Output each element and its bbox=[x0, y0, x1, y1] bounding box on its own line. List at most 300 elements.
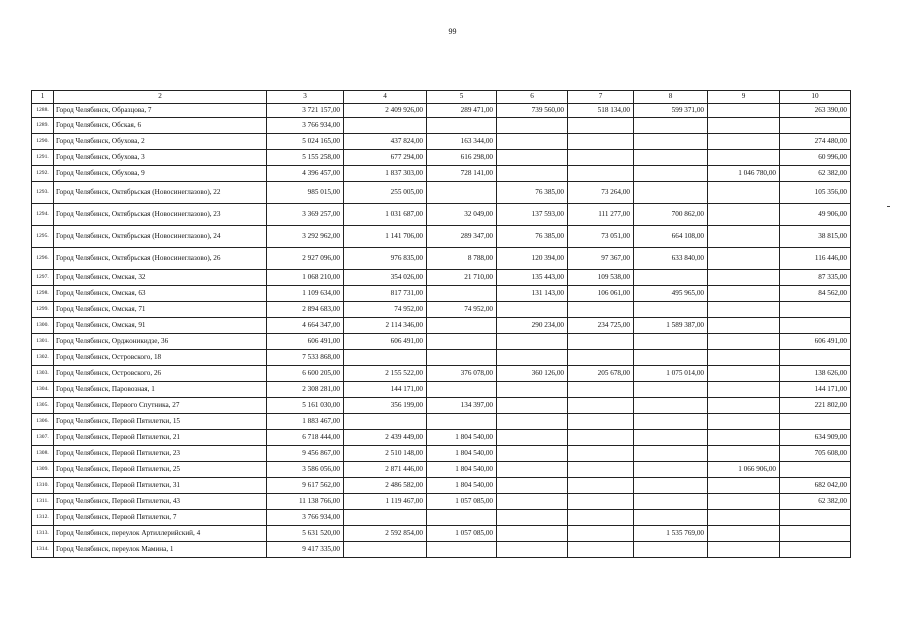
amount-cell-7 bbox=[568, 526, 634, 542]
amount-cell-5: 1 804 540,00 bbox=[427, 462, 497, 478]
amount-cell-10: 60 996,00 bbox=[780, 150, 851, 166]
amount-cell-6 bbox=[497, 166, 568, 182]
amount-cell-7 bbox=[568, 350, 634, 366]
table-row bbox=[32, 446, 851, 462]
table-row bbox=[32, 430, 851, 446]
amount-cell-6 bbox=[497, 302, 568, 318]
header-row bbox=[32, 91, 851, 104]
amount-cell-7 bbox=[568, 398, 634, 414]
table-row bbox=[32, 542, 851, 558]
row-number-cell: 1306. bbox=[32, 414, 54, 430]
amount-cell-8 bbox=[634, 398, 708, 414]
address-cell: Город Челябинск, Омская, 71 bbox=[54, 302, 267, 318]
amount-cell-8 bbox=[634, 494, 708, 510]
amount-cell-7 bbox=[568, 334, 634, 350]
amount-cell-4: 2 439 449,00 bbox=[344, 430, 427, 446]
amount-cell-9 bbox=[708, 204, 780, 226]
amount-cell-8: 700 862,00 bbox=[634, 204, 708, 226]
table-row bbox=[32, 462, 851, 478]
table-row bbox=[32, 318, 851, 334]
amount-cell-4: 1 141 706,00 bbox=[344, 226, 427, 248]
amount-cell-10: 84 562,00 bbox=[780, 286, 851, 302]
amount-cell-10: 49 906,00 bbox=[780, 204, 851, 226]
amount-cell-3: 1 068 210,00 bbox=[267, 270, 344, 286]
row-number-cell: 1298. bbox=[32, 286, 54, 302]
page-number: 99 bbox=[448, 27, 457, 36]
address-cell: Город Челябинск, Октябрьская (Новосинеглазово), 24 bbox=[54, 226, 267, 248]
amount-cell-4: 1 837 303,00 bbox=[344, 166, 427, 182]
amount-cell-7 bbox=[568, 446, 634, 462]
column-header: 6 bbox=[497, 91, 568, 104]
row-number-cell: 1296. bbox=[32, 248, 54, 270]
amount-cell-5: 376 078,00 bbox=[427, 366, 497, 382]
table-row bbox=[32, 398, 851, 414]
amount-cell-6 bbox=[497, 478, 568, 494]
amount-cell-4: 606 491,00 bbox=[344, 334, 427, 350]
amount-cell-4 bbox=[344, 350, 427, 366]
table-row bbox=[32, 350, 851, 366]
table-row bbox=[32, 226, 851, 248]
amount-cell-9 bbox=[708, 226, 780, 248]
amount-cell-8 bbox=[634, 150, 708, 166]
amount-cell-9 bbox=[708, 446, 780, 462]
amount-cell-5 bbox=[427, 318, 497, 334]
amount-cell-6: 290 234,00 bbox=[497, 318, 568, 334]
amount-cell-7 bbox=[568, 302, 634, 318]
amount-cell-4: 817 731,00 bbox=[344, 286, 427, 302]
amount-cell-6 bbox=[497, 134, 568, 150]
row-number-cell: 1314. bbox=[32, 542, 54, 558]
table-row bbox=[32, 334, 851, 350]
amount-cell-6 bbox=[497, 542, 568, 558]
amount-cell-4: 1 031 687,00 bbox=[344, 204, 427, 226]
amount-cell-3: 11 138 766,00 bbox=[267, 494, 344, 510]
amount-cell-3: 9 456 867,00 bbox=[267, 446, 344, 462]
table-row bbox=[32, 286, 851, 302]
table-row bbox=[32, 366, 851, 382]
amount-cell-7: 106 061,00 bbox=[568, 286, 634, 302]
amount-cell-10: 87 335,00 bbox=[780, 270, 851, 286]
amount-cell-6 bbox=[497, 334, 568, 350]
amount-cell-3: 985 015,00 bbox=[267, 182, 344, 204]
amount-cell-3: 9 617 562,00 bbox=[267, 478, 344, 494]
amount-cell-4: 356 199,00 bbox=[344, 398, 427, 414]
amount-cell-7: 205 678,00 bbox=[568, 366, 634, 382]
amount-cell-6: 739 560,00 bbox=[497, 104, 568, 118]
amount-cell-4: 255 005,00 bbox=[344, 182, 427, 204]
row-number-cell: 1311. bbox=[32, 494, 54, 510]
amount-cell-5: 8 788,00 bbox=[427, 248, 497, 270]
table-row bbox=[32, 182, 851, 204]
row-number-cell: 1303. bbox=[32, 366, 54, 382]
amount-cell-4 bbox=[344, 414, 427, 430]
amount-cell-10 bbox=[780, 318, 851, 334]
amount-cell-3: 5 631 520,00 bbox=[267, 526, 344, 542]
row-number-cell: 1312. bbox=[32, 510, 54, 526]
amount-cell-8 bbox=[634, 166, 708, 182]
amount-cell-10: 705 608,00 bbox=[780, 446, 851, 462]
amount-cell-7 bbox=[568, 118, 634, 134]
amount-cell-9 bbox=[708, 182, 780, 204]
amount-cell-6 bbox=[497, 414, 568, 430]
amount-cell-9 bbox=[708, 104, 780, 118]
amount-cell-5 bbox=[427, 510, 497, 526]
row-number-cell: 1295. bbox=[32, 226, 54, 248]
amount-cell-5: 728 141,00 bbox=[427, 166, 497, 182]
amount-cell-9 bbox=[708, 382, 780, 398]
amount-cell-3: 3 766 934,00 bbox=[267, 510, 344, 526]
address-cell: Город Челябинск, Образцова, 7 bbox=[54, 104, 267, 118]
amount-cell-9: 1 066 906,00 bbox=[708, 462, 780, 478]
amount-cell-5 bbox=[427, 542, 497, 558]
amount-cell-6: 120 394,00 bbox=[497, 248, 568, 270]
amount-cell-10: 606 491,00 bbox=[780, 334, 851, 350]
amount-cell-3: 2 308 281,00 bbox=[267, 382, 344, 398]
amount-cell-9 bbox=[708, 318, 780, 334]
address-cell: Город Челябинск, Первой Пятилетки, 21 bbox=[54, 430, 267, 446]
amount-cell-10 bbox=[780, 414, 851, 430]
amount-cell-10: 263 390,00 bbox=[780, 104, 851, 118]
amount-cell-10: 62 382,00 bbox=[780, 494, 851, 510]
amount-cell-6: 76 385,00 bbox=[497, 182, 568, 204]
address-cell: Город Челябинск, Первой Пятилетки, 15 bbox=[54, 414, 267, 430]
address-cell: Город Челябинск, Омская, 91 bbox=[54, 318, 267, 334]
amount-cell-6 bbox=[497, 150, 568, 166]
amount-cell-6 bbox=[497, 526, 568, 542]
amount-cell-5 bbox=[427, 182, 497, 204]
row-number-cell: 1292. bbox=[32, 166, 54, 182]
amount-cell-9 bbox=[708, 334, 780, 350]
amount-cell-8 bbox=[634, 414, 708, 430]
column-header: 4 bbox=[344, 91, 427, 104]
amount-cell-7 bbox=[568, 430, 634, 446]
address-cell: Город Челябинск, Паровозная, 1 bbox=[54, 382, 267, 398]
amount-cell-9 bbox=[708, 430, 780, 446]
amount-cell-5: 289 347,00 bbox=[427, 226, 497, 248]
address-cell: Город Челябинск, Обухова, 3 bbox=[54, 150, 267, 166]
amount-cell-4: 2 409 926,00 bbox=[344, 104, 427, 118]
amount-cell-7 bbox=[568, 150, 634, 166]
amount-cell-8 bbox=[634, 350, 708, 366]
scan-mark bbox=[887, 206, 890, 207]
amount-cell-8: 599 371,00 bbox=[634, 104, 708, 118]
address-cell: Город Челябинск, Орджоникидзе, 36 bbox=[54, 334, 267, 350]
amount-cell-3: 3 369 257,00 bbox=[267, 204, 344, 226]
amount-cell-3: 1 109 634,00 bbox=[267, 286, 344, 302]
amount-cell-6 bbox=[497, 118, 568, 134]
amount-cell-4: 677 294,00 bbox=[344, 150, 427, 166]
column-header: 10 bbox=[780, 91, 851, 104]
amount-cell-10: 38 815,00 bbox=[780, 226, 851, 248]
column-header: 3 bbox=[267, 91, 344, 104]
amount-cell-5: 21 710,00 bbox=[427, 270, 497, 286]
amount-cell-9 bbox=[708, 286, 780, 302]
amount-cell-5 bbox=[427, 334, 497, 350]
table-row bbox=[32, 302, 851, 318]
address-cell: Город Челябинск, Омская, 63 bbox=[54, 286, 267, 302]
amount-cell-8: 1 589 387,00 bbox=[634, 318, 708, 334]
amount-cell-3: 4 664 347,00 bbox=[267, 318, 344, 334]
column-header: 7 bbox=[568, 91, 634, 104]
amount-cell-3: 2 894 683,00 bbox=[267, 302, 344, 318]
amount-cell-3: 3 721 157,00 bbox=[267, 104, 344, 118]
table-row bbox=[32, 166, 851, 182]
amount-cell-10: 138 626,00 bbox=[780, 366, 851, 382]
amount-cell-9 bbox=[708, 494, 780, 510]
amount-cell-10: 105 356,00 bbox=[780, 182, 851, 204]
amount-cell-6 bbox=[497, 494, 568, 510]
table-body bbox=[32, 104, 851, 558]
amount-cell-6 bbox=[497, 446, 568, 462]
address-cell: Город Челябинск, Первого Спутника, 27 bbox=[54, 398, 267, 414]
amount-cell-8: 633 840,00 bbox=[634, 248, 708, 270]
address-cell: Город Челябинск, Обская, 6 bbox=[54, 118, 267, 134]
amount-cell-6: 137 593,00 bbox=[497, 204, 568, 226]
amount-cell-10 bbox=[780, 510, 851, 526]
amount-cell-6 bbox=[497, 430, 568, 446]
amount-cell-5 bbox=[427, 382, 497, 398]
amount-cell-3: 5 024 165,00 bbox=[267, 134, 344, 150]
amount-cell-3: 5 161 030,00 bbox=[267, 398, 344, 414]
amount-cell-9 bbox=[708, 150, 780, 166]
table-row bbox=[32, 104, 851, 118]
amount-cell-9 bbox=[708, 248, 780, 270]
amount-cell-6 bbox=[497, 510, 568, 526]
amount-cell-9 bbox=[708, 134, 780, 150]
amount-cell-10: 144 171,00 bbox=[780, 382, 851, 398]
amount-cell-8 bbox=[634, 382, 708, 398]
amount-cell-3: 6 600 205,00 bbox=[267, 366, 344, 382]
amount-cell-9 bbox=[708, 118, 780, 134]
amount-cell-6 bbox=[497, 398, 568, 414]
row-number-cell: 1291. bbox=[32, 150, 54, 166]
table-row bbox=[32, 478, 851, 494]
amount-cell-4: 74 952,00 bbox=[344, 302, 427, 318]
amount-cell-8 bbox=[634, 270, 708, 286]
amount-cell-8: 495 965,00 bbox=[634, 286, 708, 302]
amount-cell-3: 3 586 056,00 bbox=[267, 462, 344, 478]
row-number-cell: 1300. bbox=[32, 318, 54, 334]
amount-cell-5 bbox=[427, 118, 497, 134]
amount-cell-10 bbox=[780, 350, 851, 366]
column-header: 5 bbox=[427, 91, 497, 104]
amount-cell-7: 518 134,00 bbox=[568, 104, 634, 118]
amount-cell-7 bbox=[568, 542, 634, 558]
row-number-cell: 1288. bbox=[32, 104, 54, 118]
amount-cell-8 bbox=[634, 302, 708, 318]
amount-cell-7 bbox=[568, 134, 634, 150]
amount-cell-10 bbox=[780, 462, 851, 478]
row-number-cell: 1290. bbox=[32, 134, 54, 150]
amount-cell-4 bbox=[344, 118, 427, 134]
amount-cell-9 bbox=[708, 366, 780, 382]
amount-cell-10 bbox=[780, 542, 851, 558]
amount-cell-6 bbox=[497, 382, 568, 398]
amount-cell-4: 2 871 446,00 bbox=[344, 462, 427, 478]
table-row bbox=[32, 204, 851, 226]
amount-cell-9 bbox=[708, 478, 780, 494]
amount-cell-3: 3 292 962,00 bbox=[267, 226, 344, 248]
amount-cell-6: 360 126,00 bbox=[497, 366, 568, 382]
table-row bbox=[32, 510, 851, 526]
amount-cell-4: 2 114 346,00 bbox=[344, 318, 427, 334]
address-cell: Город Челябинск, переулок Артиллерийский, 4 bbox=[54, 526, 267, 542]
amount-cell-9 bbox=[708, 398, 780, 414]
amount-cell-8 bbox=[634, 446, 708, 462]
column-header: 8 bbox=[634, 91, 708, 104]
amount-cell-4: 976 835,00 bbox=[344, 248, 427, 270]
amount-cell-8 bbox=[634, 182, 708, 204]
table-row bbox=[32, 134, 851, 150]
amount-cell-7: 234 725,00 bbox=[568, 318, 634, 334]
amount-cell-8 bbox=[634, 510, 708, 526]
amount-cell-5: 32 049,00 bbox=[427, 204, 497, 226]
amount-cell-7 bbox=[568, 414, 634, 430]
amount-cell-8: 1 535 769,00 bbox=[634, 526, 708, 542]
amount-cell-7 bbox=[568, 166, 634, 182]
address-cell: Город Челябинск, Первой Пятилетки, 23 bbox=[54, 446, 267, 462]
table-row bbox=[32, 414, 851, 430]
address-cell: Город Челябинск, Первой Пятилетки, 7 bbox=[54, 510, 267, 526]
amount-cell-3: 5 155 258,00 bbox=[267, 150, 344, 166]
address-cell: Город Челябинск, Островского, 26 bbox=[54, 366, 267, 382]
column-header: 1 bbox=[32, 91, 54, 104]
row-number-cell: 1294. bbox=[32, 204, 54, 226]
address-cell: Город Челябинск, Обухова, 9 bbox=[54, 166, 267, 182]
amount-cell-7: 73 264,00 bbox=[568, 182, 634, 204]
amount-cell-9 bbox=[708, 350, 780, 366]
address-cell: Город Челябинск, Первой Пятилетки, 25 bbox=[54, 462, 267, 478]
row-number-cell: 1307. bbox=[32, 430, 54, 446]
amount-cell-5: 616 298,00 bbox=[427, 150, 497, 166]
amount-cell-8 bbox=[634, 334, 708, 350]
amount-cell-5: 74 952,00 bbox=[427, 302, 497, 318]
amount-cell-5: 1 804 540,00 bbox=[427, 430, 497, 446]
amount-cell-10 bbox=[780, 526, 851, 542]
amount-cell-8 bbox=[634, 542, 708, 558]
amount-cell-10: 682 042,00 bbox=[780, 478, 851, 494]
amount-cell-10: 274 480,00 bbox=[780, 134, 851, 150]
amount-cell-7 bbox=[568, 494, 634, 510]
table-row bbox=[32, 494, 851, 510]
row-number-cell: 1293. bbox=[32, 182, 54, 204]
table-row bbox=[32, 526, 851, 542]
amount-cell-4: 2 155 522,00 bbox=[344, 366, 427, 382]
amount-cell-10: 116 446,00 bbox=[780, 248, 851, 270]
amount-cell-6: 131 143,00 bbox=[497, 286, 568, 302]
amount-cell-5 bbox=[427, 286, 497, 302]
data-table bbox=[31, 90, 851, 558]
table-row bbox=[32, 270, 851, 286]
amount-cell-8 bbox=[634, 118, 708, 134]
address-cell: Город Челябинск, Октябрьская (Новосинеглазово), 22 bbox=[54, 182, 267, 204]
amount-cell-5: 289 471,00 bbox=[427, 104, 497, 118]
address-cell: Город Челябинск, Первой Пятилетки, 31 bbox=[54, 478, 267, 494]
address-cell: Город Челябинск, Первой Пятилетки, 43 bbox=[54, 494, 267, 510]
row-number-cell: 1301. bbox=[32, 334, 54, 350]
amount-cell-3: 6 718 444,00 bbox=[267, 430, 344, 446]
amount-cell-7: 97 367,00 bbox=[568, 248, 634, 270]
amount-cell-6 bbox=[497, 350, 568, 366]
amount-cell-4: 144 171,00 bbox=[344, 382, 427, 398]
table-row bbox=[32, 118, 851, 134]
amount-cell-10: 221 802,00 bbox=[780, 398, 851, 414]
address-cell: Город Челябинск, Омская, 32 bbox=[54, 270, 267, 286]
amount-cell-5: 134 397,00 bbox=[427, 398, 497, 414]
amount-cell-7 bbox=[568, 478, 634, 494]
column-header: 9 bbox=[708, 91, 780, 104]
amount-cell-5 bbox=[427, 414, 497, 430]
row-number-cell: 1305. bbox=[32, 398, 54, 414]
row-number-cell: 1299. bbox=[32, 302, 54, 318]
amount-cell-5: 1 057 085,00 bbox=[427, 494, 497, 510]
amount-cell-8: 664 108,00 bbox=[634, 226, 708, 248]
address-cell: Город Челябинск, Островского, 18 bbox=[54, 350, 267, 366]
amount-cell-6: 135 443,00 bbox=[497, 270, 568, 286]
row-number-cell: 1304. bbox=[32, 382, 54, 398]
amount-cell-7 bbox=[568, 462, 634, 478]
amount-cell-4: 2 510 148,00 bbox=[344, 446, 427, 462]
amount-cell-9 bbox=[708, 542, 780, 558]
amount-cell-10: 634 909,00 bbox=[780, 430, 851, 446]
amount-cell-6: 76 385,00 bbox=[497, 226, 568, 248]
table-row bbox=[32, 382, 851, 398]
row-number-cell: 1302. bbox=[32, 350, 54, 366]
row-number-cell: 1289. bbox=[32, 118, 54, 134]
amount-cell-3: 606 491,00 bbox=[267, 334, 344, 350]
amount-cell-5: 1 804 540,00 bbox=[427, 478, 497, 494]
row-number-cell: 1313. bbox=[32, 526, 54, 542]
amount-cell-5: 1 804 540,00 bbox=[427, 446, 497, 462]
address-cell: Город Челябинск, Обухова, 2 bbox=[54, 134, 267, 150]
amount-cell-3: 1 883 467,00 bbox=[267, 414, 344, 430]
amount-cell-5: 163 344,00 bbox=[427, 134, 497, 150]
address-cell: Город Челябинск, переулок Мамина, 1 bbox=[54, 542, 267, 558]
amount-cell-4: 354 026,00 bbox=[344, 270, 427, 286]
amount-cell-3: 7 533 868,00 bbox=[267, 350, 344, 366]
amount-cell-9: 1 046 780,00 bbox=[708, 166, 780, 182]
amount-cell-9 bbox=[708, 270, 780, 286]
amount-cell-4: 1 119 467,00 bbox=[344, 494, 427, 510]
amount-cell-4 bbox=[344, 542, 427, 558]
amount-cell-4 bbox=[344, 510, 427, 526]
amount-cell-5: 1 057 085,00 bbox=[427, 526, 497, 542]
amount-cell-10: 62 382,00 bbox=[780, 166, 851, 182]
column-header: 2 bbox=[54, 91, 267, 104]
amount-cell-7: 109 538,00 bbox=[568, 270, 634, 286]
amount-cell-3: 9 417 335,00 bbox=[267, 542, 344, 558]
amount-cell-3: 2 927 096,00 bbox=[267, 248, 344, 270]
amount-cell-9 bbox=[708, 302, 780, 318]
amount-cell-4: 437 824,00 bbox=[344, 134, 427, 150]
row-number-cell: 1308. bbox=[32, 446, 54, 462]
address-cell: Город Челябинск, Октябрьская (Новосинеглазово), 23 bbox=[54, 204, 267, 226]
amount-cell-8: 1 075 014,00 bbox=[634, 366, 708, 382]
amount-cell-9 bbox=[708, 510, 780, 526]
row-number-cell: 1309. bbox=[32, 462, 54, 478]
amount-cell-7 bbox=[568, 382, 634, 398]
amount-cell-5 bbox=[427, 350, 497, 366]
amount-cell-9 bbox=[708, 526, 780, 542]
amount-cell-8 bbox=[634, 430, 708, 446]
amount-cell-8 bbox=[634, 462, 708, 478]
amount-cell-7 bbox=[568, 510, 634, 526]
amount-cell-4: 2 592 854,00 bbox=[344, 526, 427, 542]
table-row bbox=[32, 248, 851, 270]
amount-cell-10 bbox=[780, 302, 851, 318]
amount-cell-3: 4 396 457,00 bbox=[267, 166, 344, 182]
amount-cell-7: 111 277,00 bbox=[568, 204, 634, 226]
